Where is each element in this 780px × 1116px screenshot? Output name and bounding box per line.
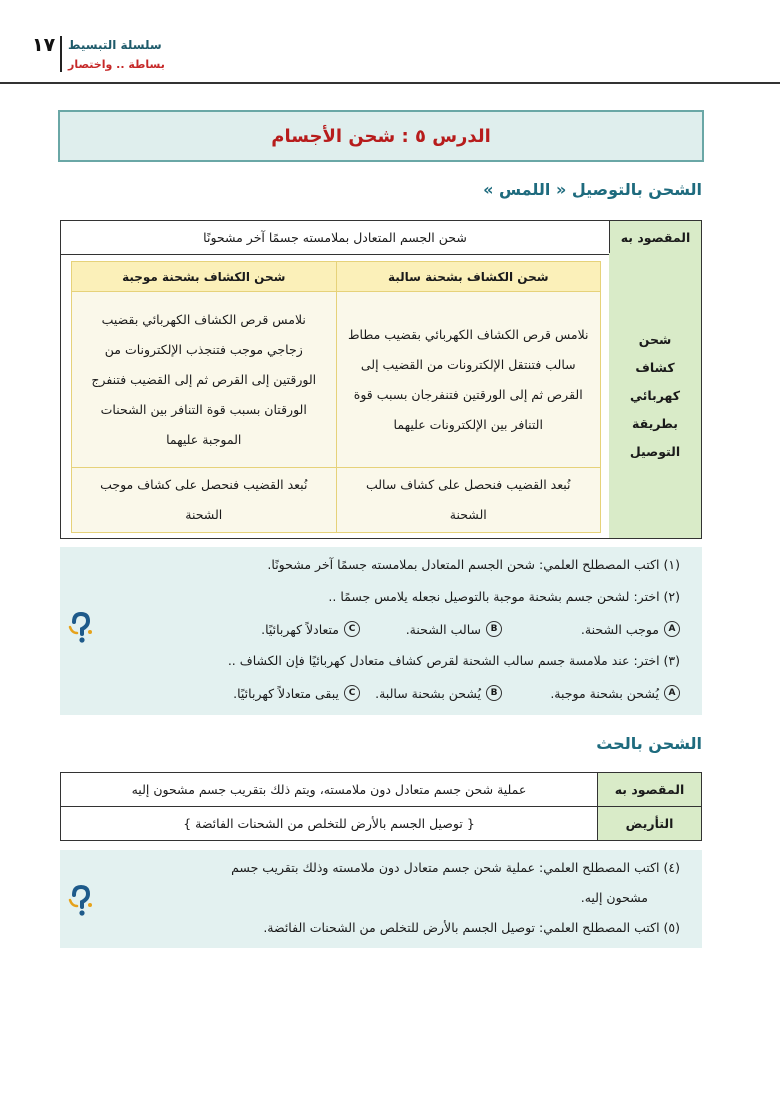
- definition-text: شحن الجسم المتعادل بملامسته جسمًا آخر مشحونًا: [61, 221, 610, 255]
- charging-comparison-table: [71, 261, 601, 533]
- page-number: ١٧: [32, 34, 56, 56]
- conduction-definition-table: [60, 220, 702, 255]
- question-1: (١) اكتب المصطلح العلمي: شحن الجسم المتعادل بملامسته جسمًا آخر مشحونًا.: [267, 557, 680, 572]
- grounding-label: التأريض: [598, 807, 702, 841]
- question-4: (٤) اكتب المصطلح العلمي: عملية شحن جسم متعادل دون ملامسته وذلك بتقريب جسم: [231, 860, 680, 875]
- series-name: سلسلة التبسيط: [68, 38, 162, 52]
- induction-definition-label: المقصود به: [598, 773, 702, 807]
- questions-box-1: [60, 547, 702, 715]
- cell-negative-step1: نلامس قرص الكشاف الكهربائي بقضيب مطاط سالب فتنتقل الإلكترونات من القضيب إلى القرص ثم إلى الورقتين فتنفرجان بسبب قوة التنافر بين الإلكترونات عليهما: [336, 292, 601, 468]
- option-text: يبقى متعادلاً كهربائيًا.: [233, 685, 339, 701]
- option-letter-c: C: [344, 621, 360, 637]
- option-letter-a: A: [664, 621, 680, 637]
- conduction-methods-table: [60, 253, 702, 539]
- q3-option-a[interactable]: [502, 685, 680, 701]
- grounding-text: { توصيل الجسم بالأرض للتخلص من الشحنات الفائضة }: [61, 807, 598, 841]
- question-5: (٥) اكتب المصطلح العلمي: توصيل الجسم بالأرض للتخلص من الشحنات الفائضة.: [263, 920, 680, 935]
- section-heading-conduction: الشحن بالتوصيل « اللمس »: [483, 180, 702, 199]
- q3-option-c[interactable]: [233, 685, 360, 701]
- induction-definition-text: عملية شحن جسم متعادل دون ملامسته، ويتم ذلك بتقريب جسم مشحون إليه: [61, 773, 598, 807]
- question-3: (٣) اختر: عند ملامسة جسم سالب الشحنة لقرص كشاف متعادل كهربائيًا فإن الكشاف ..: [227, 653, 680, 668]
- section-heading-induction: الشحن بالحث: [596, 734, 702, 753]
- option-text: يُشحن بشحنة موجبة.: [550, 685, 659, 701]
- cell-positive-step2: نُبعد القضيب فنحصل على كشاف موجب الشحنة: [72, 468, 337, 533]
- cell-negative-step2: نُبعد القضيب فنحصل على كشاف سالب الشحنة: [336, 468, 601, 533]
- side-label-cell: [609, 253, 701, 538]
- q2-option-a[interactable]: [502, 621, 680, 637]
- page-header: [32, 34, 262, 78]
- column-header-positive: شحن الكشاف بشحنة موجبة: [72, 262, 337, 292]
- lesson-title-box: [58, 110, 704, 162]
- series-slogan: بساطة .. واختصار: [68, 58, 165, 71]
- question-4-continuation: مشحون إليه.: [580, 890, 648, 905]
- option-letter-c: C: [344, 685, 360, 701]
- inner-area: [61, 253, 609, 538]
- question-mark-icon: [68, 611, 94, 645]
- side-label: شحن كشاف كهربائي بطريقة التوصيل: [629, 331, 681, 459]
- option-letter-b: B: [486, 621, 502, 637]
- questions-box-2: [60, 850, 702, 948]
- cell-positive-step1: نلامس قرص الكشاف الكهربائي بقضيب زجاجي موجب فتنجذب الإلكترونات من الورقتين إلى القرص ثم إلى القضيب فتنفرج الورقتان بسبب قوة التنافر بين الشحنات الموجبة عليهما: [72, 292, 337, 468]
- q2-option-c[interactable]: [261, 621, 360, 637]
- question-2-options: [261, 621, 680, 637]
- question-3-options: [233, 685, 680, 701]
- q3-option-b[interactable]: [360, 685, 502, 701]
- option-text: يُشحن بشحنة سالبة.: [375, 685, 481, 701]
- option-text: موجب الشحنة.: [580, 621, 659, 637]
- option-letter-b: B: [486, 685, 502, 701]
- header-rule: [0, 82, 780, 84]
- question-2: (٢) اختر: لشحن جسم بشحنة موجبة بالتوصيل نجعله يلامس جسمًا ..: [328, 589, 680, 604]
- lesson-title: الدرس ٥ : شحن الأجسام: [271, 125, 491, 147]
- q2-option-b[interactable]: [360, 621, 502, 637]
- question-mark-icon: [68, 884, 94, 918]
- definition-label: المقصود به: [610, 221, 702, 255]
- column-header-negative: شحن الكشاف بشحنة سالبة: [336, 262, 601, 292]
- option-text: سالب الشحنة.: [405, 621, 481, 637]
- induction-definition-table: [60, 772, 702, 841]
- option-text: متعادلاً كهربائيًا.: [261, 621, 339, 637]
- option-letter-a: A: [664, 685, 680, 701]
- header-divider: [60, 36, 62, 72]
